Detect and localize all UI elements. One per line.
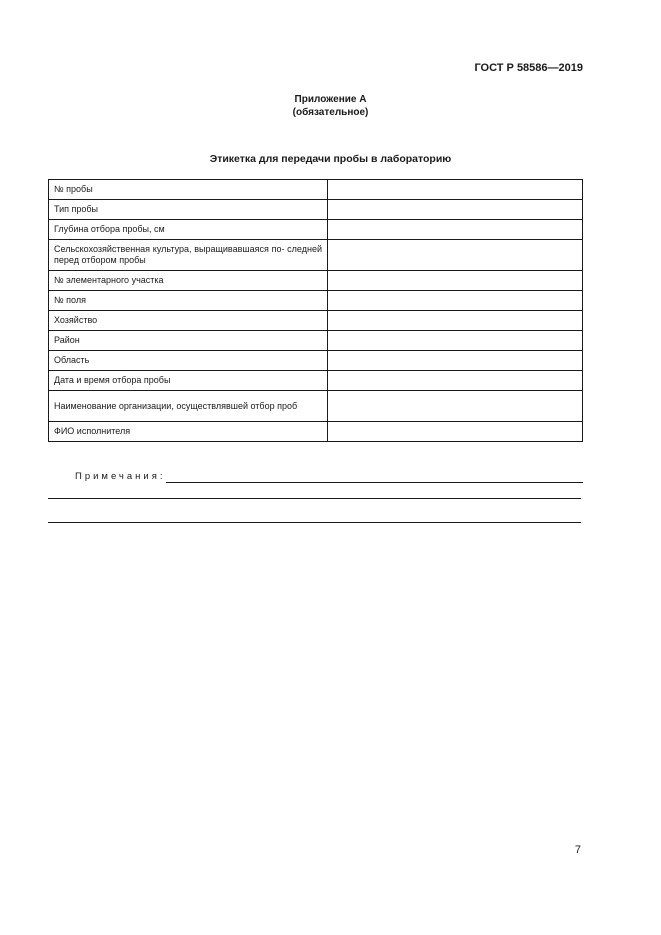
field-label: Глубина отбора пробы, см — [49, 220, 328, 240]
field-label: ФИО исполнителя — [49, 422, 328, 442]
table-row — [49, 391, 583, 422]
table-row — [49, 311, 583, 331]
annex-status: (обязательное) — [292, 107, 369, 118]
field-label: № пробы — [49, 180, 328, 200]
field-label: Область — [49, 351, 328, 371]
field-label: Сельскохозяйственная культура, выращивавшаяся по- следней перед отбором пробы — [49, 240, 328, 271]
table-row — [49, 422, 583, 442]
table-row — [49, 371, 583, 391]
annex-heading — [0, 93, 661, 119]
table-row — [49, 351, 583, 371]
document-code: ГОСТ Р 58586—2019 — [474, 62, 583, 74]
notes-second-line[interactable] — [48, 498, 581, 499]
field-value[interactable] — [328, 200, 583, 220]
field-value[interactable] — [328, 220, 583, 240]
notes-first-line[interactable] — [166, 482, 583, 483]
table-row — [49, 271, 583, 291]
field-value[interactable] — [328, 291, 583, 311]
field-label: Дата и время отбора пробы — [49, 371, 328, 391]
field-value[interactable] — [328, 391, 583, 422]
field-label: № элементарного участка — [49, 271, 328, 291]
field-value[interactable] — [328, 371, 583, 391]
page-number: 7 — [574, 844, 581, 856]
field-value[interactable] — [328, 240, 583, 271]
field-label: Наименование организации, осуществлявшей отбор проб — [49, 391, 328, 422]
label-title: Этикетка для передачи пробы в лабораторию — [209, 153, 452, 165]
table-row — [49, 291, 583, 311]
field-label: № поля — [49, 291, 328, 311]
sample-label-table — [48, 179, 583, 442]
table-row — [49, 331, 583, 351]
table-row — [49, 240, 583, 271]
annex-title: Приложение А — [294, 94, 367, 105]
field-value[interactable] — [328, 271, 583, 291]
field-value[interactable] — [328, 422, 583, 442]
table-row — [49, 200, 583, 220]
field-value[interactable] — [328, 180, 583, 200]
field-label: Район — [49, 331, 328, 351]
table-row — [49, 180, 583, 200]
field-label: Тип пробы — [49, 200, 328, 220]
notes-label: Примечания: — [75, 471, 166, 482]
field-value[interactable] — [328, 351, 583, 371]
field-value[interactable] — [328, 311, 583, 331]
field-label: Хозяйство — [49, 311, 328, 331]
notes-third-line[interactable] — [48, 522, 581, 523]
table-row — [49, 220, 583, 240]
field-value[interactable] — [328, 331, 583, 351]
notes-section — [48, 471, 583, 483]
